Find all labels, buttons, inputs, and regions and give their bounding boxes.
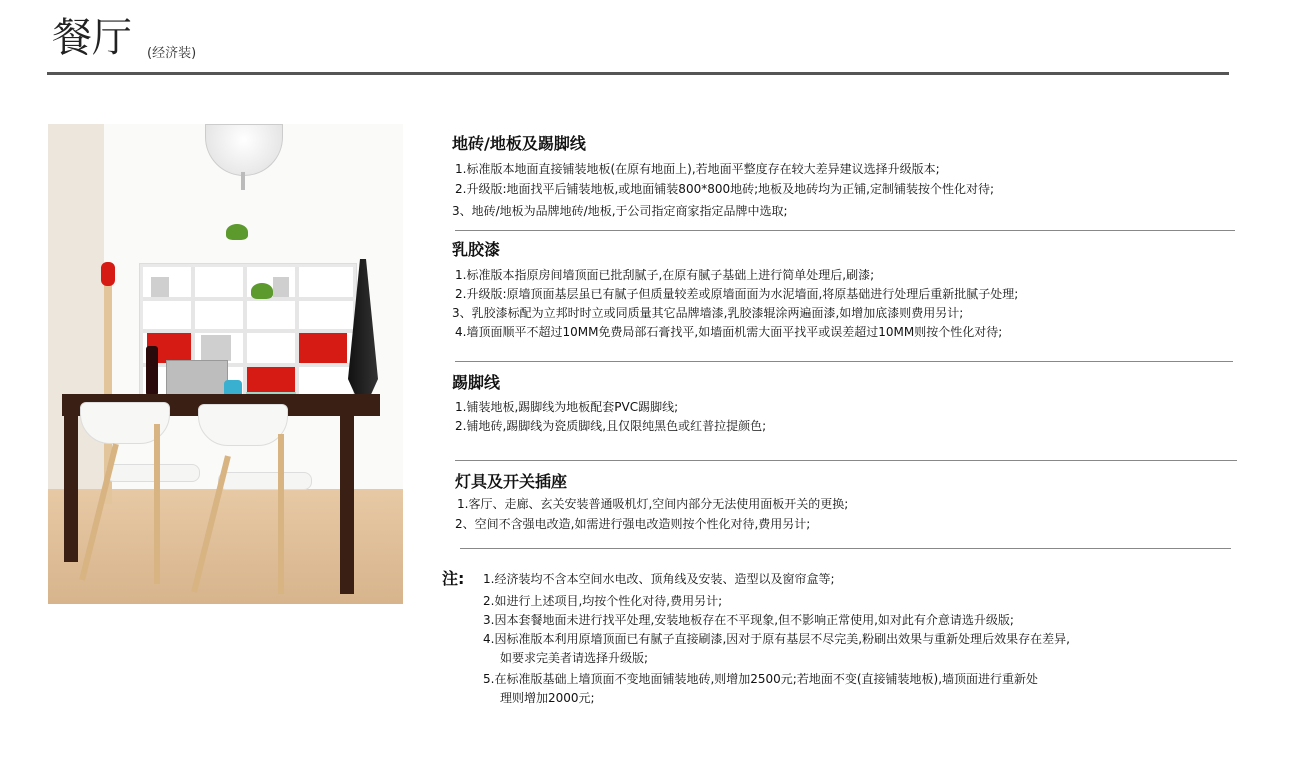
section-title-floor: 地砖/地板及踢脚线 xyxy=(452,134,586,153)
books xyxy=(201,335,231,361)
section-divider xyxy=(460,548,1231,549)
potted-plant xyxy=(251,283,273,299)
section-divider xyxy=(455,361,1233,362)
notes-label: 注: xyxy=(442,569,465,588)
section-line: 1.标准版本指原房间墙顶面已批刮腻子,在原有腻子基础上进行简单处理后,刷漆; xyxy=(455,268,875,282)
laptop xyxy=(166,360,228,398)
note-line: 如要求完美者请选择升级版; xyxy=(500,651,649,665)
chair-leg xyxy=(154,424,160,584)
decor-stick-top xyxy=(101,262,115,286)
chair-back xyxy=(198,404,288,446)
page-subtitle: (经济装) xyxy=(147,46,197,61)
section-line: 2.升级版:原墙顶面基层虽已有腻子但质量较差或原墙面面为水泥墙面,将原基础进行处理后重新批腻子处理; xyxy=(455,287,1019,301)
section-line: 3、乳胶漆标配为立邦时时立或同质量其它品牌墙漆,乳胶漆辊涂两遍面漆,如增加底漆则费用另计; xyxy=(452,306,964,320)
books xyxy=(273,277,289,297)
lamp-drop xyxy=(241,172,245,190)
section-title-skirting: 踢脚线 xyxy=(452,373,501,392)
books xyxy=(151,277,169,297)
chair-leg xyxy=(278,434,284,594)
table-leg xyxy=(64,414,78,562)
section-line: 1.铺装地板,踢脚线为地板配套PVC踢脚线; xyxy=(455,400,679,414)
note-line: 3.因本套餐地面未进行找平处理,安装地板存在不平现象,但不影响正常使用,如对此有介意请选升级版; xyxy=(483,613,1014,627)
section-line: 1.标准版本地面直接铺装地板(在原有地面上),若地面平整度存在较大差异建议选择升级版本; xyxy=(455,162,940,176)
section-title-paint: 乳胶漆 xyxy=(452,240,501,259)
chair-seat xyxy=(106,464,200,482)
red-drawer xyxy=(299,333,347,363)
note-line: 4.因标准版本利用原墙顶面已有腻子直接刷漆,因对于原有基层不尽完美,粉刷出效果与重新处理后效果存在差异, xyxy=(483,632,1070,646)
potted-plant xyxy=(226,224,248,240)
chair-seat xyxy=(218,472,312,490)
wine-bottle xyxy=(146,346,158,396)
section-line: 1.客厅、走廊、玄关安装普通吸机灯,空间内部分无法使用面板开关的更换; xyxy=(457,497,849,511)
note-line: 1.经济装均不含本空间水电改、顶角线及安装、造型以及窗帘盒等; xyxy=(483,572,835,586)
dining-room-photo xyxy=(48,124,403,604)
section-line: 2.铺地砖,踢脚线为瓷质脚线,且仅限纯黑色或红普拉提颜色; xyxy=(455,419,767,433)
table-leg xyxy=(340,414,354,594)
note-line: 理则增加2000元; xyxy=(500,691,595,705)
page-title: 餐厅 xyxy=(52,15,132,61)
note-line: 5.在标准版基础上墙顶面不变地面铺装地砖,则增加2500元;若地面不变(直接铺装地板),墙顶面进行重新处 xyxy=(483,672,1039,686)
section-line: 3、地砖/地板为品牌地砖/地板,于公司指定商家指定品牌中选取; xyxy=(452,204,788,218)
section-title-lighting: 灯具及开关插座 xyxy=(455,472,568,491)
shelf-board xyxy=(143,297,353,301)
section-line: 2、空间不含强电改造,如需进行强电改造则按个性化对待,费用另计; xyxy=(455,517,811,531)
note-line: 2.如进行上述项目,均按个性化对待,费用另计; xyxy=(483,594,723,608)
section-line: 4.墙顶面顺平不超过10MM免费局部石膏找平,如墙面机需大面平找平或误差超过10MM则按个性化对待; xyxy=(455,325,1003,339)
section-line: 2.升级版:地面找平后铺装地板,或地面铺装800*800地砖;地板及地砖均为正铺,定制铺装按个性化对待; xyxy=(455,182,995,196)
title-divider xyxy=(47,72,1229,75)
section-divider xyxy=(455,230,1235,231)
section-divider xyxy=(455,460,1237,461)
